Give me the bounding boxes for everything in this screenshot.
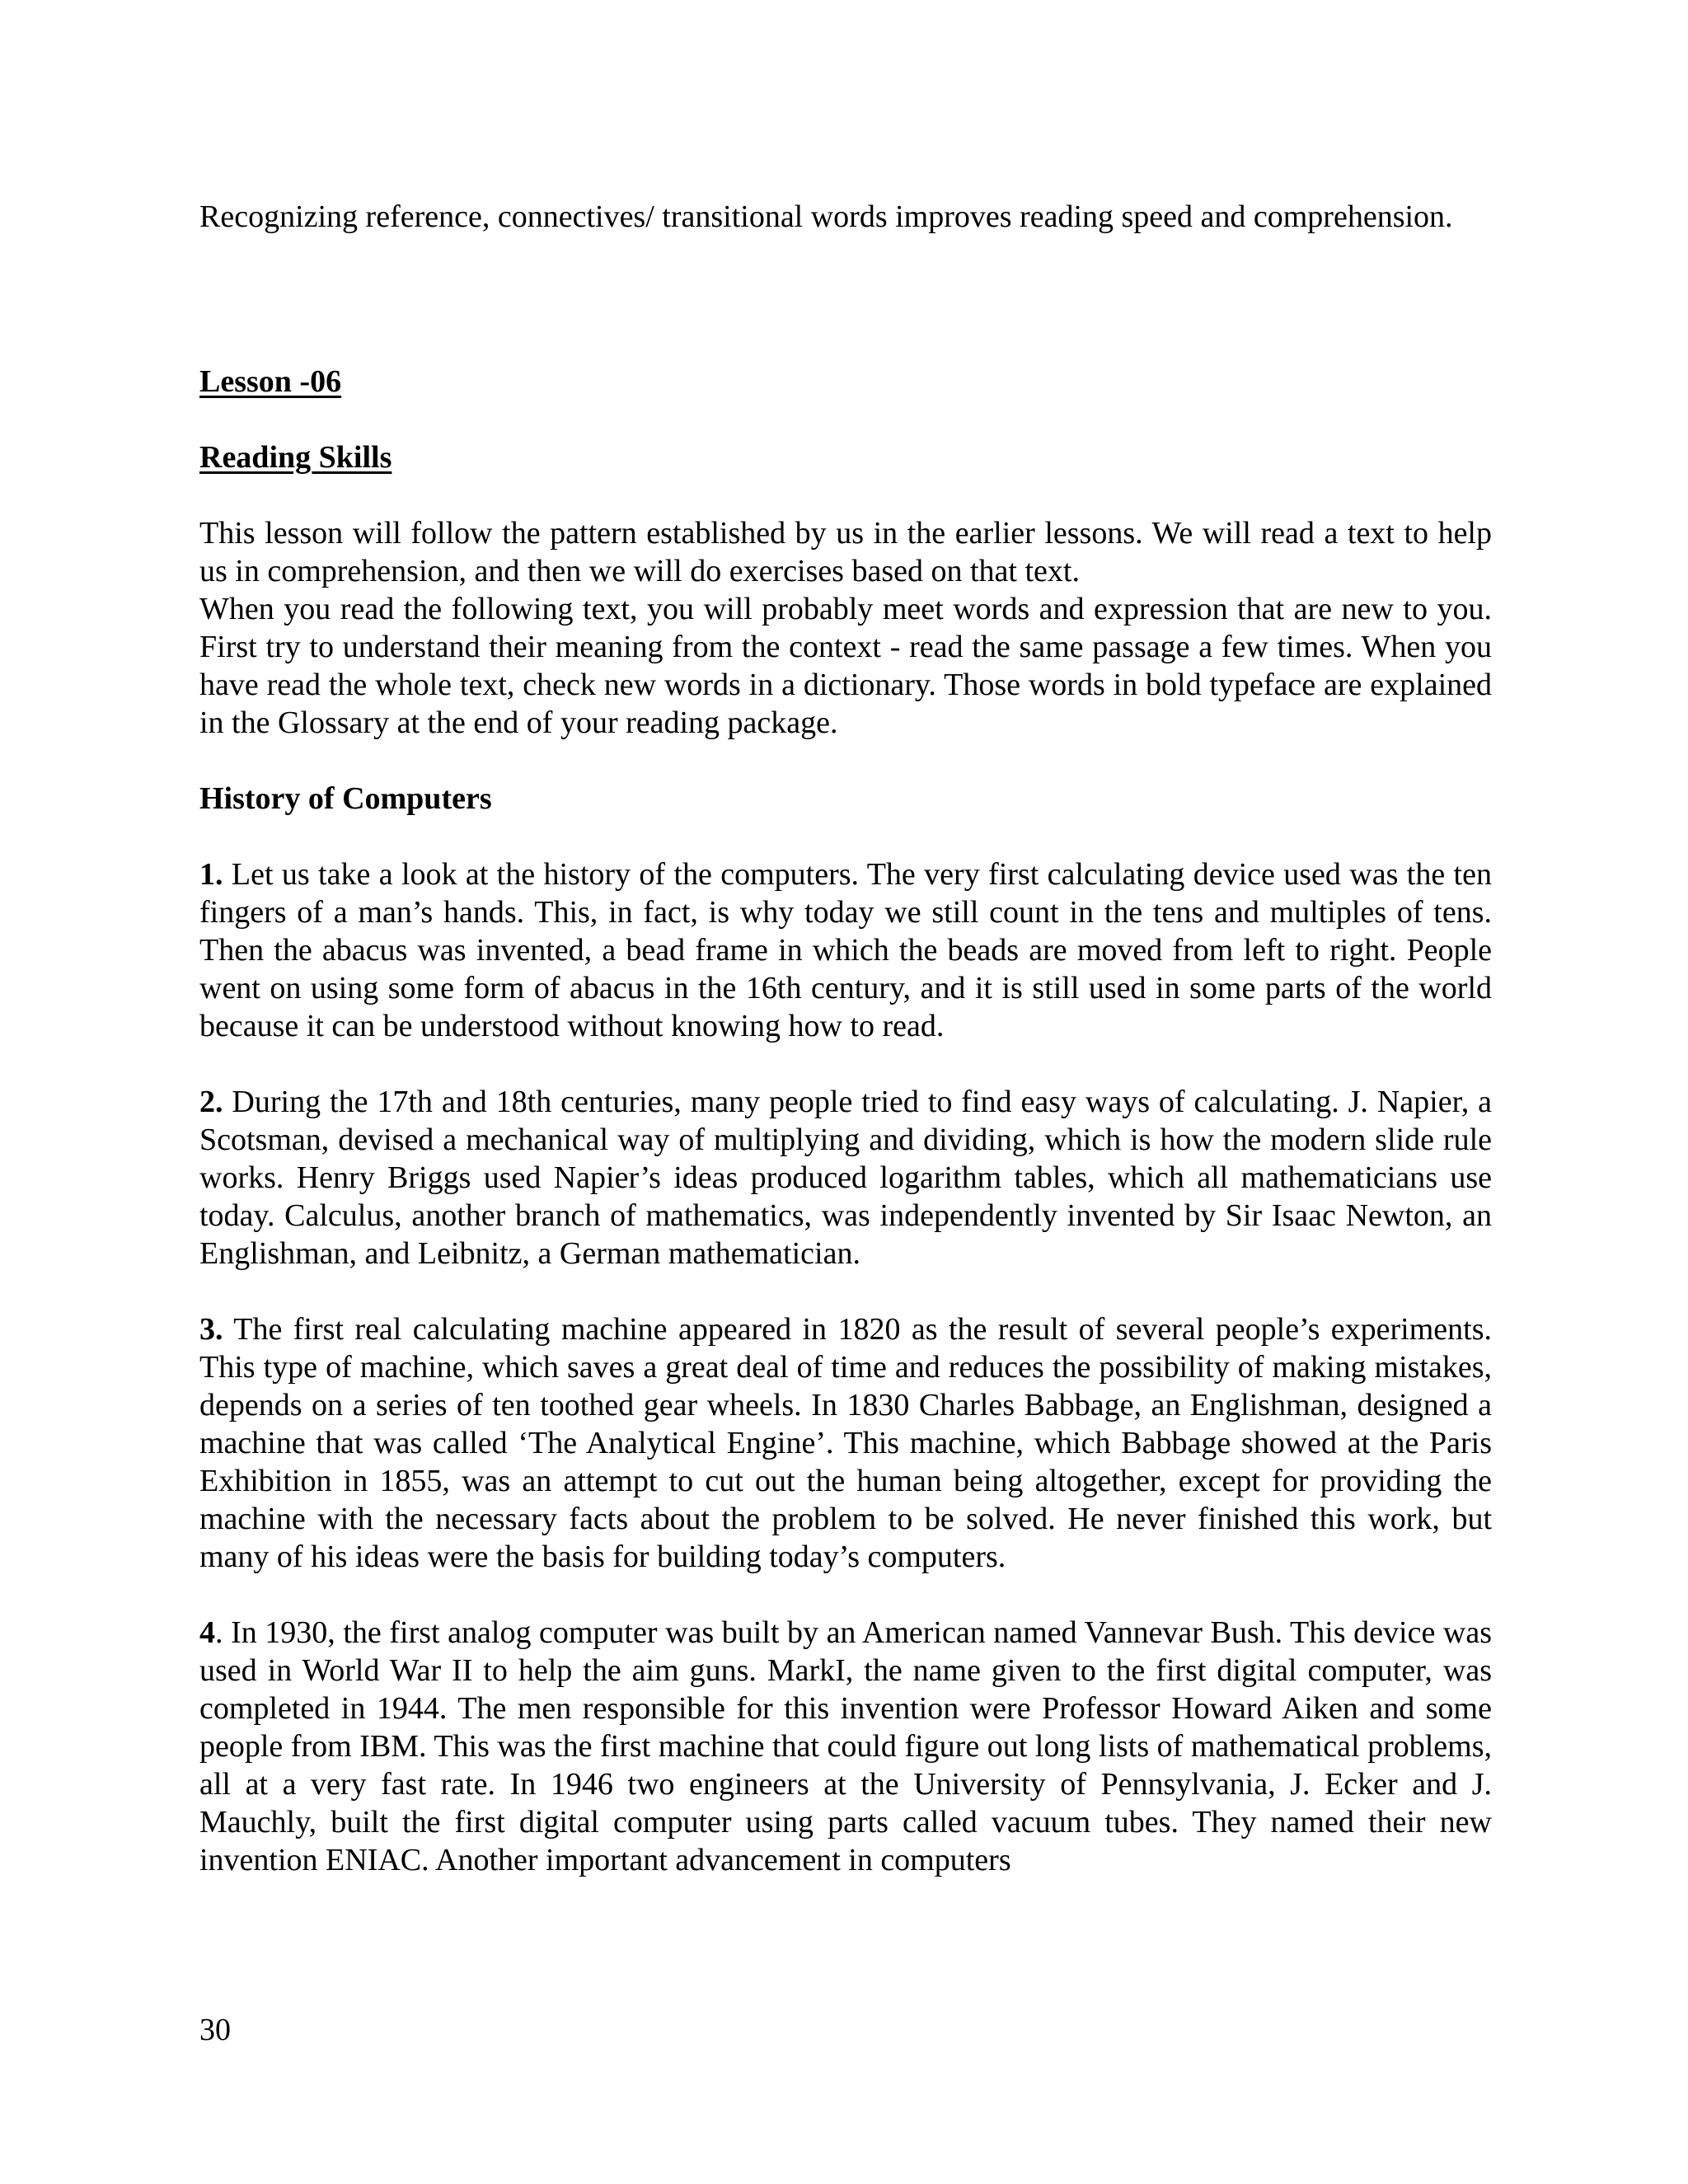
section-title: Reading Skills [199,440,392,475]
paragraph-text: Let us take a look at the history of the computers. The very first calculating device used was the ten fingers of a man’s hands. This, in fact, is why today we still count in the tens and multiples of tens. Then the abacus was invented, a bead frame in which the beads are moved from left to right. People went on using some form of abacus in the 16th century, and it is still used in some parts of the world because it can be understood without knowing how to read. [199,857,1492,1043]
document-page [199,198,1492,1879]
article-paragraph-4 [199,1614,1492,1879]
paragraph-text: The first real calculating machine appeared in 1820 as the result of several people’s experiments. This type of machine, which saves a great deal of time and reduces the possibility of making mistakes, depends on a series of ten toothed gear wheels. In 1830 Charles Babbage, an Englishman, designed a machine that was called ‘The Analytical Engine’. This machine, which Babbage showed at the Paris Exhibition in 1855, was an attempt to cut out the human being altogether, except for providing the machine with the necessary facts about the problem to be solved. He never finished this work, but many of his ideas were the basis for building today’s computers. [199,1312,1492,1574]
page-number: 30 [199,2013,231,2047]
intro-text: Recognizing reference, connectives/ transitional words improves reading speed and comprehension. [199,199,1453,234]
instructions-paragraph-1: This lesson will follow the pattern established by us in the earlier lessons. We will read a text to help us in comprehension, and then we will do exercises based on that text. [199,516,1492,588]
article-paragraph-1 [199,855,1492,1045]
article-paragraph-2 [199,1083,1492,1272]
lesson-title: Lesson -06 [199,364,342,399]
paragraph-number: 1. [199,857,223,892]
article-title: History of Computers [199,781,492,816]
instructions-paragraph-2: When you read the following text, you will probably meet words and expression that are new to you. First try to understand their meaning from the context - read the same passage a few times. When you have read the whole text, check new words in a dictionary. Those words in bold typeface are explained in the Glossary at the end of your reading package. [199,592,1492,740]
paragraph-number: 3. [199,1312,223,1347]
paragraph-text: . In 1930, the first analog computer was built by an American named Vannevar Bush. This device was used in World War II to help the aim guns. MarkI, the name given to the first digital computer, was completed in 1944. The men responsible for this invention were Professor Howard Aiken and some people from IBM. This was the first machine that could figure out long lists of mathematical problems, all at a very fast rate. In 1946 two engineers at the University of Pennsylvania, J. Ecker and J. Mauchly, built the first digital computer using parts called vacuum tubes. They named their new invention ENIAC. Another important advancement in computers [199,1615,1492,1877]
paragraph-number: 4 [199,1615,215,1650]
article-paragraph-3 [199,1310,1492,1576]
paragraph-text: During the 17th and 18th centuries, many people tried to find easy ways of calculating. J. Napier, a Scotsman, devised a mechanical way of multiplying and dividing, which is how the modern slide rule works. Henry Briggs used Napier’s ideas produced logarithm tables, which all mathematicians use today. Calculus, another branch of mathematics, was independently invented by Sir Isaac Newton, an Englishman, and Leibnitz, a German mathematician. [199,1085,1492,1271]
paragraph-number: 2. [199,1085,223,1119]
